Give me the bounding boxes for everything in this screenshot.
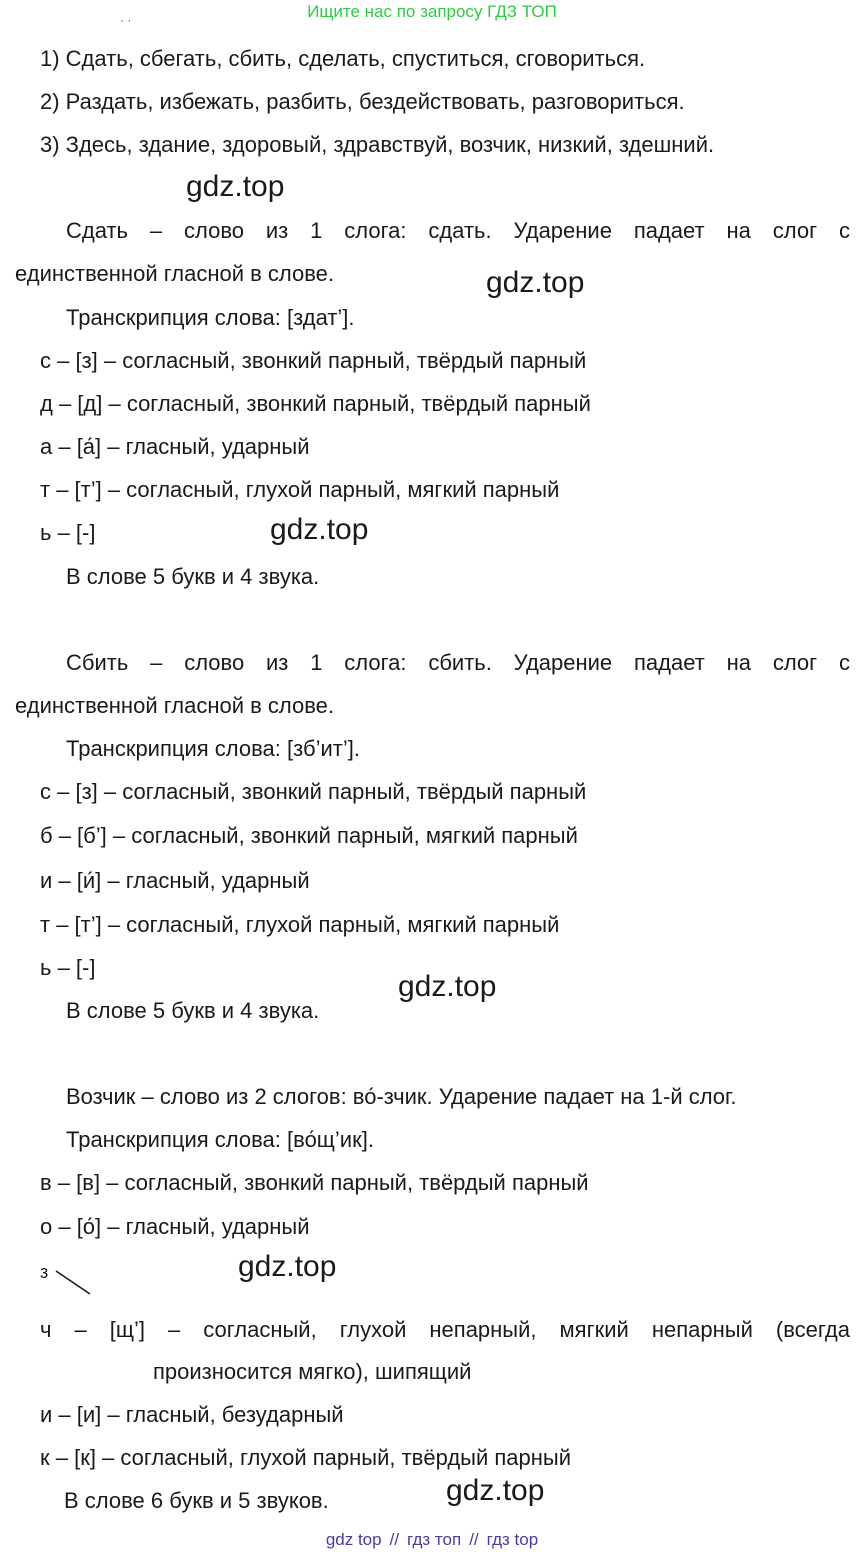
watermark: gdz.top: [486, 266, 585, 299]
section-2-intro-line-2: единственной гласной в слове.: [15, 693, 335, 718]
top-banner[interactable]: Ищите нас по запросу ГДЗ ТОП: [307, 2, 557, 21]
section-2-sound-1: с – [з] – согласный, звонкий парный, твёрдый парный: [40, 779, 587, 804]
footer-separator: //: [389, 1530, 400, 1549]
watermark: gdz.top: [186, 170, 285, 203]
section-3-sound-1: в – [в] – согласный, звонкий парный, твёрдый парный: [40, 1170, 589, 1195]
section-3-sound-3: з: [40, 1262, 49, 1282]
task-line-2: 2) Раздать, избежать, разбить, бездействовать, разговориться.: [40, 89, 685, 114]
section-2-intro-line-1: Сбить – слово из 1 слога: сбить. Ударение падает на слог с: [66, 650, 850, 675]
header-fragment: · ·: [120, 13, 132, 27]
section-3-summary: В слове 6 букв и 5 звуков.: [64, 1488, 329, 1513]
section-2-summary: В слове 5 букв и 4 звука.: [66, 998, 320, 1023]
footer-links: [0, 1530, 864, 1550]
footer-link-gdz-top[interactable]: gdz top: [325, 1530, 382, 1549]
task-line-1: 1) Сдать, сбегать, сбить, сделать, спуститься, сговориться.: [40, 46, 646, 71]
task-line-3: 3) Здесь, здание, здоровый, здравствуй, возчик, низкий, здешний.: [40, 132, 715, 157]
watermark: gdz.top: [446, 1474, 545, 1507]
section-3-sound-6: к – [к] – согласный, глухой парный, твёрдый парный: [40, 1445, 572, 1470]
section-2-sound-5: ь – [-]: [40, 955, 96, 980]
footer-link-gdz-top-ru[interactable]: гдз топ: [407, 1530, 462, 1549]
section-1-sound-4: т – [т’] – согласный, глухой парный, мягкий парный: [40, 477, 560, 502]
section-1-sound-2: д – [д] – согласный, звонкий парный, твёрдый парный: [40, 391, 591, 416]
watermark: gdz.top: [270, 513, 369, 546]
section-1-sound-5: ь – [-]: [40, 520, 96, 545]
section-2-transcription: Транскрипция слова: [зб’ит’].: [66, 736, 360, 761]
section-2-sound-3: и – [и́] – гласный, ударный: [40, 868, 310, 893]
section-3-transcription: Транскрипция слова: [во́щ’ик].: [66, 1127, 374, 1152]
strikethrough-mark-icon: [54, 1268, 94, 1298]
footer-separator: //: [469, 1530, 479, 1549]
section-3-sound-4-cont: произносится мягко), шипящий: [153, 1359, 472, 1384]
section-3-intro-line-1: Возчик – слово из 2 слогов: во́-зчик. Ударение падает на 1-й слог.: [66, 1084, 737, 1109]
section-3-sound-4: ч – [щ’] – согласный, глухой непарный, мягкий непарный (всегда: [40, 1317, 850, 1342]
section-3-sound-5: и – [и] – гласный, безударный: [40, 1402, 344, 1427]
section-1-sound-1: с – [з] – согласный, звонкий парный, твёрдый парный: [40, 348, 587, 373]
section-3-sound-2: о – [о́] – гласный, ударный: [40, 1214, 310, 1239]
section-2-sound-4: т – [т’] – согласный, глухой парный, мягкий парный: [40, 912, 560, 937]
section-1-transcription: Транскрипция слова: [здат’].: [66, 305, 355, 330]
section-1-intro-line-1: Сдать – слово из 1 слога: сдать. Ударение падает на слог с: [66, 218, 850, 243]
section-1-summary: В слове 5 букв и 4 звука.: [66, 564, 320, 589]
section-2-sound-2: б – [б’] – согласный, звонкий парный, мягкий парный: [40, 823, 578, 848]
watermark: gdz.top: [398, 970, 497, 1003]
watermark: gdz.top: [238, 1250, 337, 1283]
footer-link-gdz-top-mixed[interactable]: гдз top: [486, 1530, 539, 1549]
section-1-sound-3: а – [а́] – гласный, ударный: [40, 434, 310, 459]
section-1-intro-line-2: единственной гласной в слове.: [15, 261, 335, 286]
